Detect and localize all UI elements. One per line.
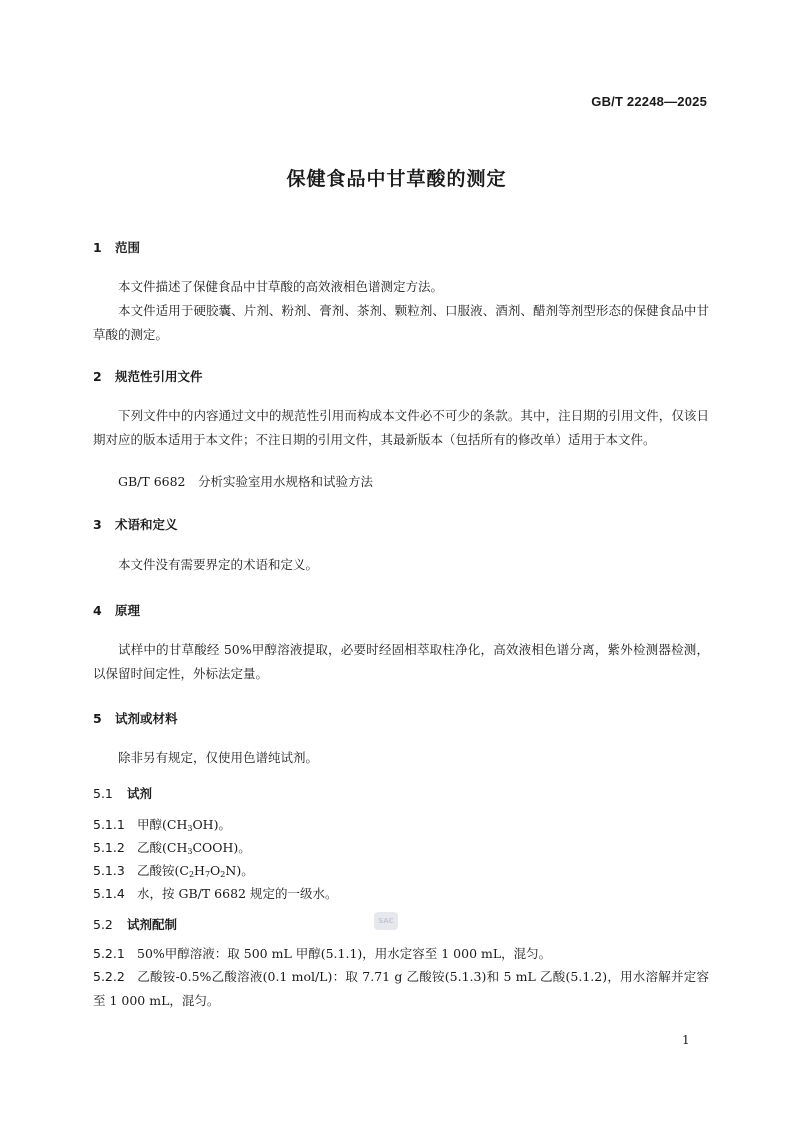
subscript: 3 [187, 824, 193, 833]
section-3-para-1: 本文件没有需要界定的术语和定义。 [118, 557, 319, 572]
subscript: 3 [187, 847, 193, 856]
section-number: 1 [93, 240, 102, 255]
section-number: 4 [93, 603, 102, 618]
subsection-number: 5.2 [93, 917, 113, 932]
item-text: 乙酸铵(C [137, 863, 189, 878]
item-number: 5.1.2 [93, 840, 125, 855]
sac-watermark-logo: SAC [374, 912, 398, 930]
item-number: 5.2.1 [93, 946, 125, 961]
section-title: 术语和定义 [115, 517, 178, 532]
item-text: 50%甲醇溶液：取 500 mL 甲醇(5.1.1)，用水定容至 1 000 mL，混匀。 [137, 946, 552, 961]
item-number: 5.1.1 [93, 817, 125, 832]
section-3-heading [93, 515, 178, 533]
normative-reference: GB/T 6682 分析实验室用水规格和试验方法 [118, 474, 374, 489]
section-1-para-2: 本文件适用于硬胶囊、片剂、粉剂、膏剂、茶剂、颗粒剂、口服液、酒剂、醋剂等剂型形态的保健食品中甘草酸的测定。 [93, 303, 709, 342]
section-title: 范围 [115, 240, 141, 255]
reagent-item [93, 884, 337, 902]
item-text: 水，按 GB/T 6682 规定的一级水。 [137, 886, 338, 901]
section-title: 试剂或材料 [115, 711, 178, 726]
subsection-5-1-heading [93, 784, 152, 802]
section-title: 原理 [115, 603, 141, 618]
section-number: 3 [93, 517, 102, 532]
item-text: )。 [233, 840, 251, 855]
subsection-title: 试剂配制 [127, 917, 178, 932]
subscript: 2 [220, 870, 226, 879]
item-text: O [210, 863, 221, 878]
item-text: 乙酸铵-0.5%乙酸溶液(0.1 mol/L)：取 7.71 g 乙酸铵(5.1.3)和 5 mL 乙酸(5.1.2)，用水溶解并定容至 1 000 mL，混匀。 [93, 969, 709, 1008]
subscript: 2 [188, 870, 195, 879]
reagent-item [93, 861, 254, 879]
section-1-heading [93, 238, 140, 256]
section-4-heading [93, 601, 140, 619]
subsection-number: 5.1 [93, 786, 113, 801]
subscript: 7 [204, 870, 211, 879]
page-number: 1 [682, 1033, 690, 1047]
document-title: 保健食品中甘草酸的测定 [286, 168, 507, 190]
item-number: 5.1.4 [93, 886, 125, 901]
section-4-para-1: 试样中的甘草酸经 50%甲醇溶液提取，必要时经固相萃取柱净化，高效液相色谱分离，紫外检测器检测，以保留时间定性，外标法定量。 [93, 642, 709, 681]
section-5-para-1: 除非另有规定，仅使用色谱纯试剂。 [118, 750, 319, 765]
item-text: H [194, 863, 205, 878]
section-number: 5 [93, 711, 102, 726]
item-text: N)。 [225, 863, 254, 878]
reagent-item [93, 815, 231, 833]
item-text: )。 [213, 817, 231, 832]
section-number: 2 [93, 369, 102, 384]
item-number: 5.2.2 [93, 969, 125, 984]
item-number: 5.1.3 [93, 863, 125, 878]
section-1-para-1: 本文件描述了保健食品中甘草酸的高效液相色谱测定方法。 [118, 279, 444, 294]
reagent-item [93, 838, 251, 856]
section-2-para-1: 下列文件中的内容通过文中的规范性引用而构成本文件必不可少的条款。其中，注日期的引用文件，仅该日期对应的版本适用于本文件；不注日期的引用文件，其最新版本（包括所有的修改单）适用于本文件。 [93, 408, 709, 447]
item-text: OH [192, 817, 214, 832]
standard-number: GB/T 22248—2025 [591, 94, 707, 109]
reagent-prep-item [93, 942, 709, 966]
subsection-title: 试剂 [127, 786, 153, 801]
subsection-5-2-heading [93, 915, 177, 933]
item-text: COOH [192, 840, 234, 855]
item-text: 乙酸(CH [137, 840, 188, 855]
section-2-heading [93, 367, 203, 385]
section-5-heading [93, 709, 178, 727]
item-text: 甲醇(CH [137, 817, 188, 832]
section-title: 规范性引用文件 [115, 369, 203, 384]
reagent-prep-item [93, 965, 709, 1012]
